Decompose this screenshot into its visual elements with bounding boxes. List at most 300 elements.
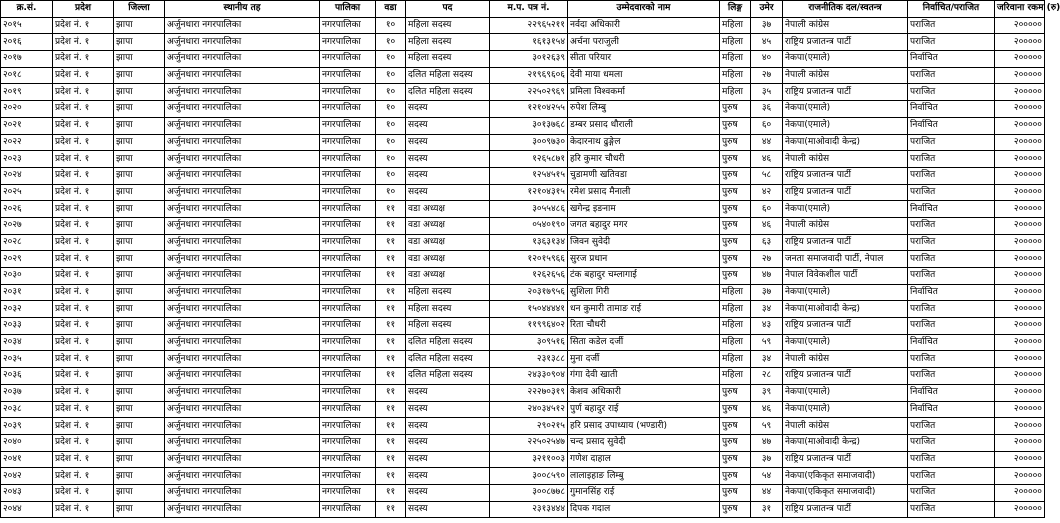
table-cell: पुरुष: [720, 201, 751, 218]
table-cell: अर्जुनधारा नगरपालिका: [165, 401, 320, 418]
table-cell: १२५४५१५: [490, 167, 568, 184]
table-cell: २०३२: [1, 301, 53, 318]
table-cell: ३४: [751, 351, 783, 368]
table-cell: २०००००: [995, 17, 1045, 34]
table-cell: झापा: [114, 167, 165, 184]
table-cell: १०: [376, 184, 406, 201]
table-cell: २७: [751, 67, 783, 84]
table-cell: वडा अध्यक्ष: [406, 234, 490, 251]
table-cell: पराजित: [908, 151, 995, 168]
table-cell: अर्जुनधारा नगरपालिका: [165, 67, 320, 84]
table-cell: झापा: [114, 334, 165, 351]
table-cell: झापा: [114, 201, 165, 218]
table-cell: झापा: [114, 268, 165, 285]
table-cell: गुमानसिंह राई: [568, 484, 720, 501]
table-cell: नेकपा(एमाले): [783, 117, 908, 134]
table-cell: पराजित: [908, 167, 995, 184]
table-cell: २९०२१५: [490, 418, 568, 435]
table-cell: ६३: [751, 234, 783, 251]
table-cell: डम्बर प्रसाद धौराली: [568, 117, 720, 134]
table-cell: नगरपालिका: [320, 268, 376, 285]
table-cell: नगरपालिका: [320, 84, 376, 101]
table-cell: २०००००: [995, 84, 1045, 101]
table-cell: अर्जुनधारा नगरपालिका: [165, 134, 320, 151]
table-cell: दलित महिला सदस्य: [406, 368, 490, 385]
table-cell: टंक बहादुर चम्लागाई: [568, 268, 720, 285]
table-cell: २०००००: [995, 234, 1045, 251]
table-cell: ३६: [751, 101, 783, 118]
table-cell: २०३६: [1, 368, 53, 385]
table-cell: नगरपालिका: [320, 418, 376, 435]
table-cell: २८: [751, 368, 783, 385]
table-cell: पुरुष: [720, 251, 751, 268]
table-cell: २०३१: [1, 284, 53, 301]
table-cell: रुपेश लिम्बु: [568, 101, 720, 118]
table-cell: निर्वाचित: [908, 384, 995, 401]
table-cell: २०४३: [1, 484, 53, 501]
table-cell: पुरुष: [720, 501, 751, 518]
column-header: जरिवाना रकम (रु): [995, 1, 1045, 18]
table-cell: २०३४: [1, 334, 53, 351]
table-cell: २०३१७९५६: [490, 284, 568, 301]
table-cell: दलित महिला सदस्य: [406, 84, 490, 101]
table-cell: ३००९७३०: [490, 134, 568, 151]
table-cell: ५४: [751, 468, 783, 485]
table-cell: ४६: [751, 401, 783, 418]
table-cell: ५९: [751, 334, 783, 351]
table-row: [1, 501, 1045, 518]
table-cell: महिला सदस्य: [406, 284, 490, 301]
table-cell: सदस्य: [406, 184, 490, 201]
table-cell: २०००००: [995, 451, 1045, 468]
table-cell: २०१८: [1, 67, 53, 84]
table-row: [1, 268, 1045, 285]
table-cell: प्रदेश नं. १: [53, 318, 114, 335]
table-cell: २३१३८८: [490, 351, 568, 368]
table-cell: ४२: [751, 184, 783, 201]
table-cell: २०००००: [995, 484, 1045, 501]
table-cell: राष्ट्रिय प्रजातन्त्र पार्टी: [783, 501, 908, 518]
table-cell: झापा: [114, 34, 165, 51]
table-cell: पराजित: [908, 34, 995, 51]
table-cell: ३२११००३: [490, 451, 568, 468]
table-cell: २०००००: [995, 201, 1045, 218]
table-cell: ३०१२६३९: [490, 51, 568, 68]
table-cell: २०२३: [1, 151, 53, 168]
table-cell: अर्जुनधारा नगरपालिका: [165, 217, 320, 234]
table-cell: २०२७: [1, 217, 53, 234]
table-cell: नेकपा(एमाले): [783, 51, 908, 68]
table-cell: २०००००: [995, 184, 1045, 201]
table-cell: चुडामणी खतिवडा: [568, 167, 720, 184]
table-cell: ४७: [751, 434, 783, 451]
table-cell: पुरुष: [720, 151, 751, 168]
table-cell: ३००८५९०: [490, 468, 568, 485]
table-cell: महिला: [720, 368, 751, 385]
table-cell: २०००००: [995, 301, 1045, 318]
table-cell: पराजित: [908, 234, 995, 251]
table-cell: पराजित: [908, 134, 995, 151]
table-cell: प्रदेश नं. १: [53, 368, 114, 385]
table-cell: झापा: [114, 434, 165, 451]
table-row: [1, 251, 1045, 268]
table-cell: ११: [376, 468, 406, 485]
table-cell: ५८: [751, 167, 783, 184]
column-header: राजनीतिक दल/स्वतन्त्र: [783, 1, 908, 18]
column-header: म.प. पत्र नं.: [490, 1, 568, 18]
table-cell: सदस्य: [406, 151, 490, 168]
table-cell: झापा: [114, 101, 165, 118]
table-cell: मुना दर्जी: [568, 351, 720, 368]
table-cell: नगरपालिका: [320, 484, 376, 501]
table-cell: ११: [376, 268, 406, 285]
table-cell: पराजित: [908, 184, 995, 201]
table-cell: नेपाली कांग्रेस: [783, 67, 908, 84]
table-cell: पुर्ण बहादुर राई: [568, 401, 720, 418]
table-cell: राष्ट्रिय प्रजातन्त्र पार्टी: [783, 34, 908, 51]
table-row: [1, 217, 1045, 234]
table-cell: नेकपा(एमाले): [783, 384, 908, 401]
table-cell: ३७: [751, 17, 783, 34]
table-cell: पुरुष: [720, 401, 751, 418]
table-row: [1, 201, 1045, 218]
table-cell: १०: [376, 151, 406, 168]
table-cell: झापा: [114, 184, 165, 201]
table-cell: झापा: [114, 468, 165, 485]
table-cell: २०००००: [995, 351, 1045, 368]
table-cell: ११: [376, 384, 406, 401]
table-cell: ६०: [751, 201, 783, 218]
table-cell: अर्जुनधारा नगरपालिका: [165, 351, 320, 368]
table-cell: महिला: [720, 334, 751, 351]
table-cell: १०: [376, 17, 406, 34]
table-cell: नगरपालिका: [320, 318, 376, 335]
table-cell: वडा अध्यक्ष: [406, 217, 490, 234]
table-cell: नेपाल विवेकशील पार्टी: [783, 268, 908, 285]
table-cell: सदस्य: [406, 451, 490, 468]
table-cell: नेकपा(एमाले): [783, 101, 908, 118]
table-cell: २०२९: [1, 251, 53, 268]
column-header: पद: [406, 1, 490, 18]
table-cell: नगरपालिका: [320, 17, 376, 34]
table-cell: नेकपा(माओवादी केन्द्र): [783, 134, 908, 151]
table-cell: अर्जुनधारा नगरपालिका: [165, 301, 320, 318]
table-cell: नगरपालिका: [320, 368, 376, 385]
table-row: [1, 284, 1045, 301]
column-header: निर्वाचित/पराजित: [908, 1, 995, 18]
table-cell: नेपाली कांग्रेस: [783, 151, 908, 168]
table-cell: अर्जुनधारा नगरपालिका: [165, 151, 320, 168]
table-cell: पुरुष: [720, 184, 751, 201]
table-cell: ४४: [751, 134, 783, 151]
table-cell: दिपक गदाल: [568, 501, 720, 518]
table-cell: दलित महिला सदस्य: [406, 67, 490, 84]
table-cell: ३५: [751, 84, 783, 101]
table-cell: केशव अधिकारी: [568, 384, 720, 401]
table-cell: ११: [376, 434, 406, 451]
table-cell: गंगा देवी खाती: [568, 368, 720, 385]
table-cell: सदस्य: [406, 167, 490, 184]
table-cell: अर्जुनधारा नगरपालिका: [165, 201, 320, 218]
table-cell: २०००००: [995, 501, 1045, 518]
table-cell: २०००००: [995, 401, 1045, 418]
table-row: [1, 451, 1045, 468]
table-cell: खगेन्द्र इङनाम: [568, 201, 720, 218]
table-cell: सदस्य: [406, 501, 490, 518]
table-cell: राष्ट्रिय प्रजातन्त्र पार्टी: [783, 234, 908, 251]
table-cell: दलित महिला सदस्य: [406, 334, 490, 351]
table-cell: महिला: [720, 301, 751, 318]
column-header: पालिका: [320, 1, 376, 18]
table-cell: ५९: [751, 418, 783, 435]
table-cell: पराजित: [908, 484, 995, 501]
table-cell: नेकपा(एकिकृत समाजवादी): [783, 468, 908, 485]
table-cell: वडा अध्यक्ष: [406, 251, 490, 268]
table-cell: रमेश प्रसाद मैनाली: [568, 184, 720, 201]
table-cell: अर्जुनधारा नगरपालिका: [165, 101, 320, 118]
table-row: [1, 67, 1045, 84]
column-header: वडा: [376, 1, 406, 18]
table-cell: निर्वाचित: [908, 201, 995, 218]
table-cell: महिला: [720, 318, 751, 335]
table-cell: महिला: [720, 67, 751, 84]
table-cell: २०२५: [1, 184, 53, 201]
table-cell: वडा अध्यक्ष: [406, 268, 490, 285]
table-cell: ४५: [751, 34, 783, 51]
table-cell: महिला: [720, 51, 751, 68]
header-row: [1, 1, 1045, 18]
table-cell: झापा: [114, 401, 165, 418]
table-row: [1, 434, 1045, 451]
table-cell: २०३७: [1, 384, 53, 401]
table-cell: नेपाली कांग्रेस: [783, 217, 908, 234]
table-cell: २२५०२९६९: [490, 84, 568, 101]
table-cell: अर्जुनधारा नगरपालिका: [165, 184, 320, 201]
table-cell: २०००००: [995, 117, 1045, 134]
column-header: स्थानीय तह: [165, 1, 320, 18]
table-cell: प्रदेश नं. १: [53, 418, 114, 435]
table-cell: अर्जुनधारा नगरपालिका: [165, 234, 320, 251]
table-cell: २०००००: [995, 251, 1045, 268]
table-cell: अर्जुनधारा नगरपालिका: [165, 468, 320, 485]
table-row: [1, 101, 1045, 118]
table-cell: पुरुष: [720, 167, 751, 184]
table-cell: २०२४: [1, 167, 53, 184]
table-cell: पराजित: [908, 418, 995, 435]
table-cell: सदस्य: [406, 384, 490, 401]
table-cell: १३६३१३४: [490, 234, 568, 251]
table-cell: सीता परियार: [568, 51, 720, 68]
table-cell: २०३९: [1, 418, 53, 435]
table-cell: झापा: [114, 134, 165, 151]
table-cell: अर्चना पराजुली: [568, 34, 720, 51]
table-cell: निर्वाचित: [908, 51, 995, 68]
table-cell: ११: [376, 484, 406, 501]
table-cell: ११: [376, 401, 406, 418]
table-cell: ११: [376, 451, 406, 468]
table-cell: ११: [376, 234, 406, 251]
table-cell: २०२६: [1, 201, 53, 218]
table-cell: १०: [376, 34, 406, 51]
table-cell: नगरपालिका: [320, 384, 376, 401]
table-cell: २०४१: [1, 451, 53, 468]
table-cell: ३७: [751, 451, 783, 468]
table-cell: २०००००: [995, 151, 1045, 168]
table-cell: हरि कुमार चौधरी: [568, 151, 720, 168]
table-cell: पराजित: [908, 67, 995, 84]
table-cell: जगत बहादुर मगर: [568, 217, 720, 234]
table-cell: २०१६: [1, 34, 53, 51]
table-cell: झापा: [114, 318, 165, 335]
table-cell: २१९६९६०६: [490, 67, 568, 84]
table-cell: ११: [376, 501, 406, 518]
table-cell: नेपाली कांग्रेस: [783, 17, 908, 34]
table-cell: पराजित: [908, 251, 995, 268]
table-row: [1, 167, 1045, 184]
table-cell: ६०: [751, 117, 783, 134]
table-cell: सुशिला गिरी: [568, 284, 720, 301]
table-cell: सदस्य: [406, 117, 490, 134]
table-cell: ३०५५४८६: [490, 201, 568, 218]
table-cell: राष्ट्रिय प्रजातन्त्र पार्टी: [783, 184, 908, 201]
table-cell: १२०१५९६६: [490, 251, 568, 268]
table-cell: नगरपालिका: [320, 351, 376, 368]
table-cell: २०००००: [995, 384, 1045, 401]
table-cell: २०१९: [1, 84, 53, 101]
table-cell: प्रदेश नं. १: [53, 501, 114, 518]
table-cell: पराजित: [908, 451, 995, 468]
table-cell: ४७: [751, 268, 783, 285]
table-cell: नगरपालिका: [320, 51, 376, 68]
table-cell: प्रदेश नं. १: [53, 167, 114, 184]
table-cell: पुरुष: [720, 101, 751, 118]
table-cell: अर्जुनधारा नगरपालिका: [165, 318, 320, 335]
table-cell: प्रदेश नं. १: [53, 334, 114, 351]
table-cell: २४३३०९०४: [490, 368, 568, 385]
table-cell: २०१७: [1, 51, 53, 68]
table-cell: २०००००: [995, 368, 1045, 385]
column-header: क्र.सं.: [1, 1, 53, 18]
table-cell: नगरपालिका: [320, 201, 376, 218]
table-cell: नगरपालिका: [320, 151, 376, 168]
table-cell: प्रदेश नं. १: [53, 234, 114, 251]
table-cell: झापा: [114, 17, 165, 34]
table-cell: गणेश दाहाल: [568, 451, 720, 468]
table-cell: १२६२६५६: [490, 268, 568, 285]
table-cell: पुरुष: [720, 384, 751, 401]
table-cell: झापा: [114, 384, 165, 401]
table-cell: ३९: [751, 384, 783, 401]
table-cell: पुरुष: [720, 434, 751, 451]
table-cell: नेकपा(एकिकृत समाजवादी): [783, 484, 908, 501]
table-cell: नर्वदा अधिकारी: [568, 17, 720, 34]
table-cell: नेकपा(एमाले): [783, 334, 908, 351]
table-cell: सदस्य: [406, 434, 490, 451]
table-cell: प्रदेश नं. १: [53, 184, 114, 201]
table-cell: निर्वाचित: [908, 117, 995, 134]
table-cell: ११: [376, 301, 406, 318]
table-cell: महिला सदस्य: [406, 318, 490, 335]
table-cell: पराजित: [908, 84, 995, 101]
table-row: [1, 51, 1045, 68]
table-cell: प्रदेश नं. १: [53, 451, 114, 468]
table-cell: २०००००: [995, 51, 1045, 68]
table-cell: ११: [376, 284, 406, 301]
table-cell: नगरपालिका: [320, 434, 376, 451]
table-cell: ११: [376, 418, 406, 435]
table-cell: सिता कडेल दर्जी: [568, 334, 720, 351]
table-cell: नगरपालिका: [320, 251, 376, 268]
table-cell: पुरुष: [720, 134, 751, 151]
table-cell: २०३५: [1, 351, 53, 368]
table-cell: प्रदेश नं. १: [53, 251, 114, 268]
table-cell: महिला सदस्य: [406, 17, 490, 34]
table-cell: २०२८: [1, 234, 53, 251]
table-cell: राष्ट्रिय प्रजातन्त्र पार्टी: [783, 318, 908, 335]
table-cell: झापा: [114, 451, 165, 468]
table-cell: सदस्य: [406, 101, 490, 118]
table-row: [1, 151, 1045, 168]
table-cell: प्रदेश नं. १: [53, 351, 114, 368]
table-body: [1, 17, 1045, 518]
table-cell: जनता समाजवादी पार्टी, नेपाल: [783, 251, 908, 268]
table-cell: ११९९६४०२: [490, 318, 568, 335]
table-cell: महिला सदस्य: [406, 34, 490, 51]
table-cell: ३०९५१६: [490, 334, 568, 351]
table-row: [1, 184, 1045, 201]
table-cell: अर्जुनधारा नगरपालिका: [165, 418, 320, 435]
table-cell: झापा: [114, 351, 165, 368]
table-cell: नगरपालिका: [320, 117, 376, 134]
table-cell: पराजित: [908, 268, 995, 285]
table-cell: प्रदेश नं. १: [53, 484, 114, 501]
table-row: [1, 368, 1045, 385]
table-cell: प्रदेश नं. १: [53, 67, 114, 84]
table-row: [1, 301, 1045, 318]
table-cell: २४०३४५१२: [490, 401, 568, 418]
table-cell: नगरपालिका: [320, 234, 376, 251]
table-cell: २७: [751, 251, 783, 268]
table-cell: २०००००: [995, 318, 1045, 335]
table-cell: अर्जुनधारा नगरपालिका: [165, 34, 320, 51]
table-cell: १०: [376, 134, 406, 151]
table-cell: सदस्य: [406, 134, 490, 151]
table-cell: झापा: [114, 117, 165, 134]
table-cell: महिला: [720, 84, 751, 101]
table-cell: प्रदेश नं. १: [53, 84, 114, 101]
table-cell: १२१०४२५५: [490, 101, 568, 118]
table-cell: हरि प्रसाद उपाध्याय (भण्डारी): [568, 418, 720, 435]
table-cell: अर्जुनधारा नगरपालिका: [165, 167, 320, 184]
table-cell: १०: [376, 117, 406, 134]
table-cell: निर्वाचित: [908, 334, 995, 351]
table-cell: २०४४: [1, 501, 53, 518]
table-cell: प्रदेश नं. १: [53, 284, 114, 301]
table-cell: २०३३: [1, 318, 53, 335]
table-cell: अर्जुनधारा नगरपालिका: [165, 17, 320, 34]
table-cell: महिला: [720, 351, 751, 368]
table-cell: २०४०: [1, 434, 53, 451]
table-cell: प्रदेश नं. १: [53, 384, 114, 401]
table-cell: राष्ट्रिय प्रजातन्त्र पार्टी: [783, 451, 908, 468]
table-cell: झापा: [114, 418, 165, 435]
table-cell: पुरुष: [720, 418, 751, 435]
table-cell: दलित महिला सदस्य: [406, 351, 490, 368]
table-cell: प्रदेश नं. १: [53, 51, 114, 68]
table-cell: झापा: [114, 234, 165, 251]
table-cell: ३७: [751, 284, 783, 301]
table-cell: प्रदेश नं. १: [53, 401, 114, 418]
